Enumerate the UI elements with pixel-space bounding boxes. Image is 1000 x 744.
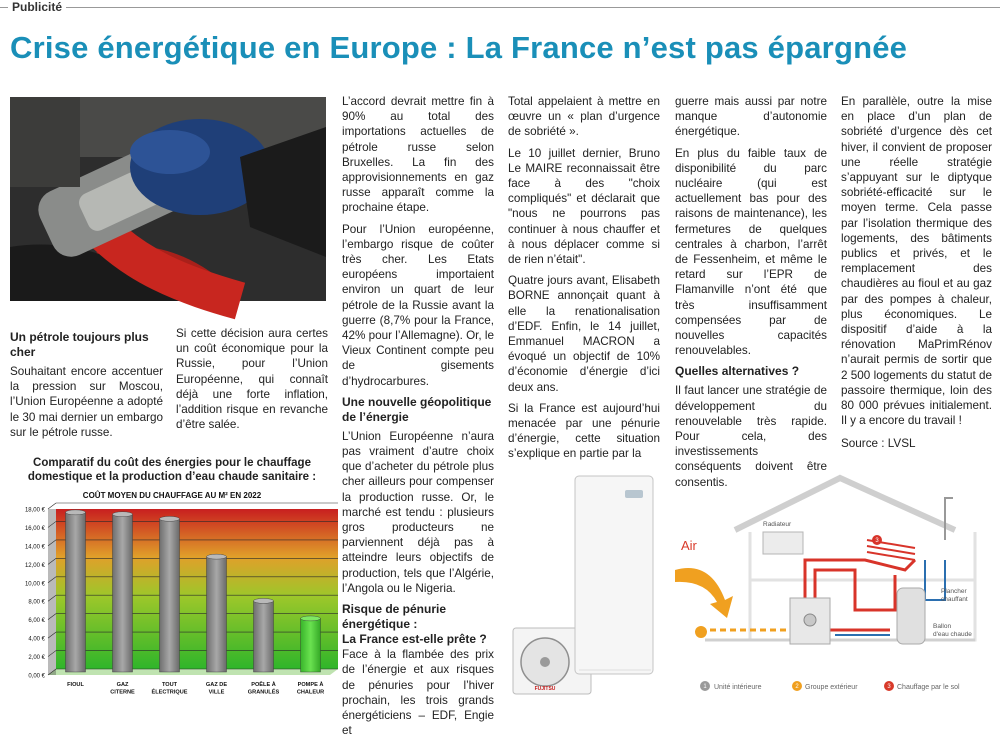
y-tick-label: 10,00 € [24, 581, 45, 588]
y-tick-label: 16,00 € [24, 525, 45, 532]
legend-label-2: Groupe extérieur [805, 684, 858, 691]
y-tick-label: 6,00 € [28, 618, 45, 625]
paragraph: Total appelaient à mettre en œuvre un « plan d’urgence de sobriété ». [508, 95, 660, 139]
paragraph: L’Union Européenne n’aura pas vraiment d’autre choix que d’acheter du pétrole plus cher ailleurs pour compenser la production russe. Or, le marché est tendu : plusieurs gros producteurs ne parviennent déjà pas à atteindre leurs objectifs de production, tels que l’Algérie, l’Angola ou le Nigeria. [342, 429, 494, 595]
paragraph: Pour l’Union européenne, l’embargo risque de coûter très cher. Les Etats européens importaient environ un quart de leur pétrole de la Russie avant la guerre (8,7% pour la France, 42% pour l’Allemagne). Or, le Vieux Continent compte peu de gisements d’hydrocarbures. [342, 222, 495, 388]
y-tick-label: 18,00 € [24, 507, 45, 514]
indoor-unit [575, 476, 653, 674]
tank-label: Ballon [933, 623, 952, 630]
paragraph: En plus du faible taux de disponibilité du parc nucléaire (qui est actuellement bas pour des raisons de maintenance), les fermetures de quelques centrales à charbon, l’arrêt de Fessenheim, et même le retard sur l’EPR de Flamanville n’ont été que très insuffisamment compensées par de nouvelles capacités renouvelables. [675, 146, 827, 358]
y-tick-label: 0,00 € [28, 673, 45, 680]
marker-number: 3 [875, 538, 879, 544]
bar-top [113, 512, 133, 517]
gridline-wall [48, 503, 56, 509]
bar [66, 512, 86, 672]
column-2 [176, 326, 328, 438]
column-4 [508, 94, 660, 468]
fan-hub-icon [540, 657, 550, 667]
y-tick-label: 4,00 € [28, 636, 45, 643]
y-tick-label: 14,00 € [24, 544, 45, 551]
legend-label-1: Unité intérieure [714, 684, 762, 691]
energy-cost-chart [10, 485, 335, 715]
bar [113, 514, 133, 672]
paragraph: guerre mais aussi par notre manque d’autonomie énergétique. [675, 95, 827, 139]
x-tick-label: CHALEUR [296, 689, 325, 696]
column-6 [841, 94, 992, 458]
paragraph: Si cette décision aura certes un coût économique pour la Russie, pour l’Union Européenne, qui connaît déjà une forte inflation, l’addition risque en revanche d’être salée. [176, 327, 328, 432]
paragraph: L’accord devrait mettre fin à 90% au total des importations actuelles de pétrole russe selon Bruxelles. La fin des approvisionnements en gaz russe apparaît comme la prochaine étape. [342, 95, 494, 215]
x-tick-label: POÊLE À [251, 682, 276, 688]
legend-dot-2-num: 2 [795, 684, 799, 690]
paragraph: Le 10 juillet dernier, Bruno Le MAIRE reconnaissait être face à des "choix compliqués" et déclarait que "nous ne pourrons pas continuer à nous chauffer et à nous déplacer comme si de rien n’était". [508, 146, 660, 267]
brand-label: FUJITSU [534, 686, 556, 692]
column-1 [10, 326, 163, 446]
bar-top [254, 598, 274, 603]
indoor-unit-display [625, 490, 643, 498]
bar [160, 519, 180, 672]
x-tick-label: ÉLECTRIQUE [151, 689, 188, 696]
radiator-label: Radiateur [763, 521, 792, 528]
bar [207, 557, 227, 672]
chart-floor [48, 669, 338, 675]
hot-water-tank [897, 588, 925, 644]
shower-icon [945, 498, 953, 510]
heat-pump-diagram [505, 470, 995, 719]
bar-top [160, 516, 180, 521]
tank-label-2: d'eau chaude [933, 631, 972, 638]
x-tick-label: GAZ [116, 682, 129, 688]
page-title: Crise énergétique en Europe : La France n’est pas épargnée [10, 30, 908, 65]
floor-heating-label-2: chauffant [941, 596, 968, 603]
x-tick-label: VILLE [208, 689, 225, 696]
paragraph: Face à la flambée des prix de l’énergie et aux risques de pénuries pour l’hiver prochain, les trois grands énergéticiens – EDF, Engie et [342, 648, 494, 738]
legend-marker-2 [695, 626, 707, 638]
diagram-legend [700, 681, 960, 691]
section-heading-geopolitics: Une nouvelle géopolitique de l’énergie [342, 394, 492, 424]
bar-top [207, 554, 227, 559]
section-heading-shortage: Risque de pénurie énergétique : La France est-elle prête ? [342, 602, 487, 647]
radiator [763, 532, 803, 554]
x-tick-label: TOUT [161, 682, 178, 688]
bar [254, 601, 274, 672]
legend-dot-3-num: 3 [887, 684, 891, 690]
air-arrow-icon [675, 568, 733, 618]
header-rule [0, 7, 1000, 8]
section-heading-oil: Un pétrole toujours plus cher [10, 330, 149, 359]
chart-heading: Comparatif du coût des énergies pour le chauffage domestique et la production d’eau chaude sanitaire : [27, 457, 317, 483]
paragraph: En parallèle, outre la mise en place d’un plan de sobriété d’urgence dès cet hiver, il convient de proposer une réelle stratégie s’appuyant sur le diptyque sobriété-efficacité sur le moyen terme. Cela passe par l’isolation thermique des logements, des bâtiments publics et privés, et le remplacement des chaudières au fioul et au gaz par des pompes à chaleur, plus économiques. Le dispositif d’aide à la rénovation MaPrimRénov n’aurait permis de sortir que 2 500 logements du statut de passoire thermique, loin des 80 000 prévues initialement. Il y a encore du travail ! [841, 95, 992, 428]
y-tick-label: 12,00 € [24, 562, 45, 569]
oil-hose-photo [10, 97, 326, 301]
x-tick-label: POMPE À [297, 682, 324, 688]
column-3 [342, 94, 494, 744]
x-tick-label: FIOUL [67, 682, 84, 688]
advert-label: Publicité [8, 0, 66, 14]
legend-marker-1 [804, 614, 816, 626]
bar-top [66, 510, 86, 515]
paragraph: Souhaitant encore accentuer la pression sur Moscou, l’Union Européenne a adopté le 30 mai dernier un embargo sur le pétrole russe. [10, 365, 163, 439]
y-tick-label: 2,00 € [28, 655, 45, 662]
y-tick-label: 8,00 € [28, 599, 45, 606]
section-heading-alternatives: Quelles alternatives ? [675, 364, 800, 379]
x-tick-label: GRANULÉS [247, 689, 280, 696]
chart-background [56, 509, 338, 669]
chart-title: COÛT MOYEN DU CHAUFFAGE AU M² EN 2022 [82, 491, 262, 500]
bar-top [301, 616, 321, 621]
x-tick-label: CITERNE [110, 689, 135, 696]
bar [301, 618, 321, 672]
floor-heating-label: Plancher [941, 588, 967, 595]
x-tick-label: GAZ DE [205, 682, 228, 688]
air-label: Air [681, 538, 697, 553]
legend-label-3: Chauffage par le sol [897, 684, 960, 691]
legend-dot-1-num: 1 [703, 684, 707, 690]
paragraph: Il faut lancer une stratégie de développement du renouvelable très rapide. Pour cela, des investissements conséquents doivent être consentis. [675, 384, 827, 489]
source-credit: Source : LVSL [841, 437, 916, 451]
paragraph: Quatre jours avant, Elisabeth BORNE annonçait quant à elle la renationalisation d’EDF. Enfin, le 14 juillet, Emmanuel MACRON a évoqué un objectif de 10% d’économie d’énergie d’ici deux ans. [508, 274, 660, 394]
chart-left-wall [48, 509, 56, 675]
column-5 [675, 94, 827, 496]
paragraph: Si la France est aujourd’hui menacée par une pénurie d’énergie, cette situation s’explique en partie par la [508, 401, 660, 461]
